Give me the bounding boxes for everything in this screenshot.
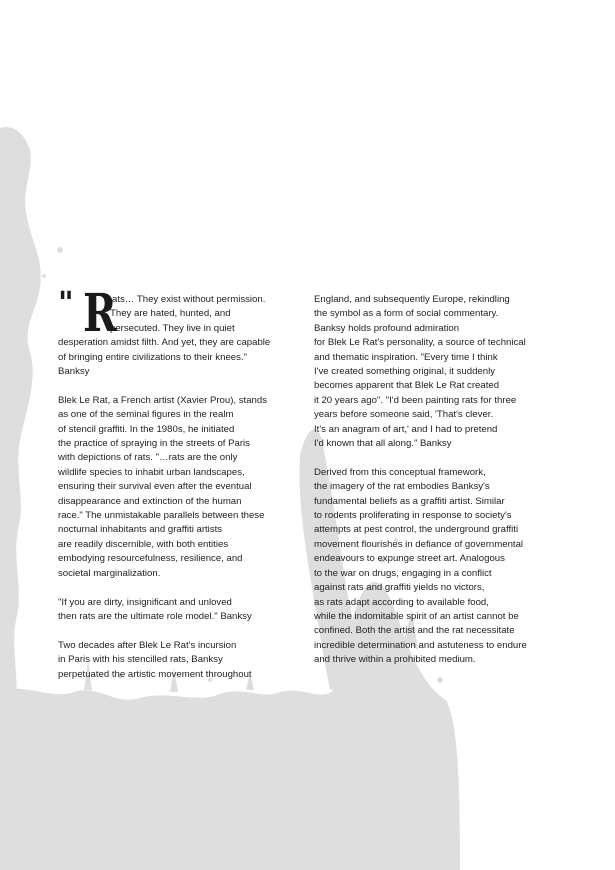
quote-line: ats… They exist without permission. [112,294,266,305]
drop-cap: R [83,283,117,344]
open-quote-mark: " [58,286,72,321]
paragraph-derived: Derived from this conceptual framework, the imagery of the rat embodies Banksy's fundamental beliefs as a graffiti artist. Similar to rodents proliferating in response to society's attempts at pest control, the underground graffiti movement flourishes in defiance of governmental endeavours to expunge street art. Analogous to the war on drugs, engaging in a conflict against rats and graffiti yields no victors, as rats adapt according to available food, while the indomitable spirit of an artist cannot be confined. Both the artist and the rat necessitate incredible determination and astuteness to endure and thrive within a prohibited medium. [314,466,527,666]
quote-attribution: Banksy [58,366,90,378]
quote-line: They are hated, hunted, and [110,308,231,320]
quote-line: desperation amidst filth. And yet, they are capable [58,337,271,349]
paragraph-blek-le-rat: Blek Le Rat, a French artist (Xavier Prou), stands as one of the seminal figures in the realm of stencil graffiti. In the 1980s, he initiated the practice of spraying in the streets of Paris with depictions of rats. "…rats are the only wildlife species to inhabit urban landscapes, ensuring their survival even after the eventual disappearance and extinction of the human race." The unmistakable parallels between these nocturnal inhabitants and graffiti artists are readily discernible, with both entities embodying resourcefulness, resilience, and societal marginalization. [58,394,268,579]
quote-line: of bringing entire civilizations to their knees." [58,351,247,363]
right-text-column [314,293,574,682]
quote-line: persecuted. They live in quiet [110,322,235,334]
pull-quote [58,283,310,379]
paragraph-dirty-quote: "If you are dirty, insignificant and unloved then rats are the ultimate role model." Banksy [58,596,252,622]
paragraph-two-decades: Two decades after Blek Le Rat's incursion in Paris with his stencilled rats, Banksy perpetuated the artistic movement throughout [58,639,252,680]
paragraph-england: England, and subsequently Europe, rekindling the symbol as a form of social commentary. Banksy holds profound admiration for Blek Le Rat's personality, a source of technical and thematic inspiration. "Every time I think I've created something original, it suddenly becomes apparent that Blek Le Rat created it 20 years ago". "I'd been painting rats for three years before someone said, 'That's clever. It's an anagram of art,' and I had to pretend I'd known that all along." Banksy [314,294,526,450]
left-text-column [58,283,310,696]
